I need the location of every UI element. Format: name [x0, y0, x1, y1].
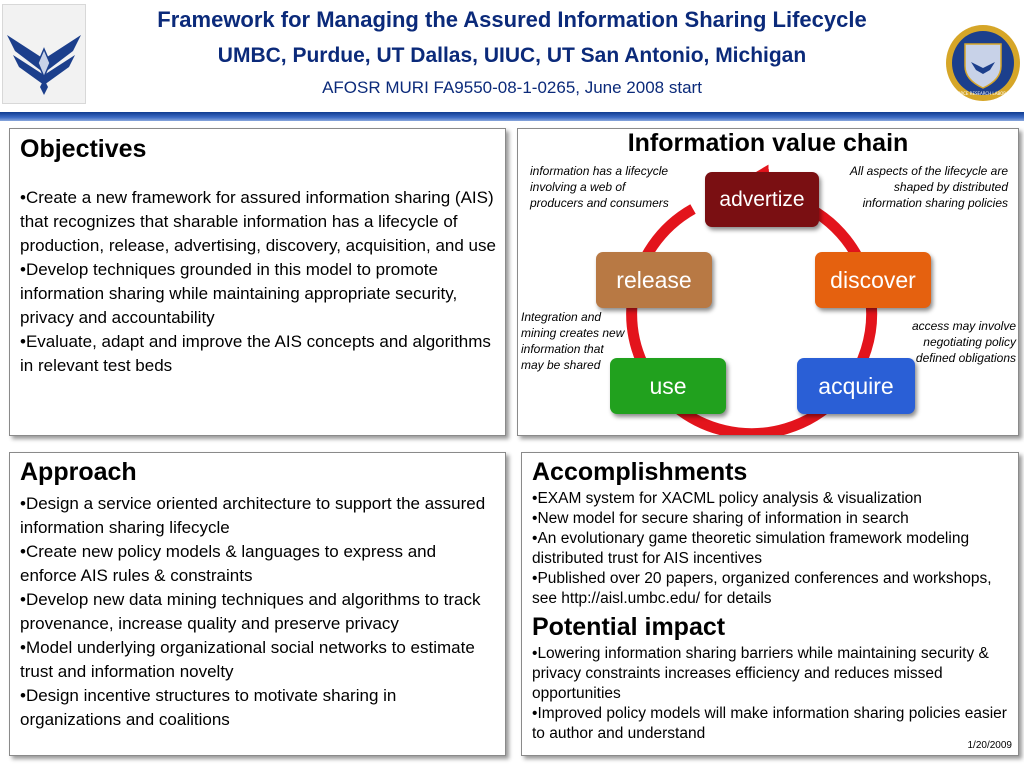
- list-item: [532, 529, 1010, 569]
- node-release: release: [596, 252, 712, 308]
- node-discover: discover: [815, 252, 931, 308]
- list-item-text: Create new policy models & languages to express and enforce AIS rules & constraints: [20, 542, 437, 585]
- accomplishments-list: [532, 489, 1010, 609]
- list-item: [20, 684, 497, 732]
- list-item: [532, 569, 1010, 609]
- node-acquire: acquire: [797, 358, 915, 414]
- list-item: [532, 704, 1010, 744]
- list-item: [20, 258, 497, 330]
- list-item-text: Improved policy models will make information sharing policies easier to author and understand: [532, 705, 1007, 742]
- list-item: [532, 509, 1010, 529]
- list-item-text: Lowering information sharing barriers while maintaining security & privacy constraints increases efficiency and reduces missed opportunities: [532, 645, 989, 702]
- poster-title: Framework for Managing the Assured Information Sharing Lifecycle: [157, 7, 867, 32]
- list-item: [532, 489, 1010, 509]
- impact-list: [532, 644, 1010, 744]
- node-use: use: [610, 358, 726, 414]
- list-item: [20, 636, 497, 684]
- objectives-list: [20, 186, 497, 378]
- list-item-text: EXAM system for XACML policy analysis & visualization: [537, 490, 922, 507]
- note-policies: All aspects of the lifecycle are shaped by distributed information sharing policies: [849, 164, 1008, 210]
- objectives-panel: [9, 128, 506, 436]
- accomplishments-panel: [521, 452, 1019, 756]
- list-item: [20, 540, 497, 588]
- value-chain-title: Information value chain: [627, 129, 909, 157]
- list-item-text: Develop new data mining techniques and algorithms to track provenance, increase quality and preserve privacy: [20, 590, 481, 633]
- list-item-text: Design a service oriented architecture to support the assured information sharing lifecycle: [20, 494, 486, 537]
- approach-title: Approach: [20, 458, 137, 486]
- list-item: [20, 330, 497, 378]
- accomplishments-title: Accomplishments: [532, 458, 748, 486]
- list-item: [532, 644, 1010, 704]
- list-item: [20, 588, 497, 636]
- list-item-text: New model for secure sharing of information in search: [537, 510, 909, 527]
- date-stamp: 1/20/2009: [967, 740, 1012, 751]
- list-item-text: Design incentive structures to motivate sharing in organizations and coalitions: [20, 686, 397, 729]
- list-item-text: Model underlying organizational social networks to estimate trust and information novelty: [20, 638, 475, 681]
- header: [0, 0, 1024, 112]
- list-item-text: Create a new framework for assured information sharing (AIS) that recognizes that sharable information has a lifecycle of production, release, advertising, discovery, acquisition, and use: [20, 188, 496, 255]
- list-item-text: Evaluate, adapt and improve the AIS concepts and algorithms in relevant test beds: [20, 332, 491, 375]
- afrl-shield-logo: [944, 22, 1022, 104]
- objectives-title: Objectives: [20, 135, 147, 163]
- value-chain-panel: [517, 128, 1019, 436]
- afrl-logo-text: AIR FORCE RESEARCH LABORATORY: [947, 91, 1019, 96]
- node-advertize: advertize: [705, 172, 819, 227]
- header-divider-bar: [0, 112, 1024, 121]
- list-item: [20, 492, 497, 540]
- list-item-text: Develop techniques grounded in this model to promote information sharing while maintaining appropriate security, privacy and accountability: [20, 260, 458, 327]
- list-item: [20, 186, 497, 258]
- approach-panel: [9, 452, 506, 756]
- grant-line: AFOSR MURI FA9550-08-1-0265, June 2008 start: [322, 78, 702, 97]
- note-lifecycle: information has a lifecycle involving a web of producers and consumers: [530, 164, 669, 210]
- note-access: access may involve negotiating policy defined obligations: [911, 319, 1016, 365]
- note-integration: Integration and mining creates new information that may be shared: [521, 310, 625, 372]
- impact-title: Potential impact: [532, 613, 726, 641]
- approach-list: [20, 492, 497, 732]
- institutions-line: UMBC, Purdue, UT Dallas, UIUC, UT San Antonio, Michigan: [217, 44, 807, 67]
- list-item-text: An evolutionary game theoretic simulation framework modeling distributed trust for AIS incentives: [532, 530, 970, 567]
- list-item-text: Published over 20 papers, organized conferences and workshops, see http://aisl.umbc.edu/ for details: [532, 570, 992, 607]
